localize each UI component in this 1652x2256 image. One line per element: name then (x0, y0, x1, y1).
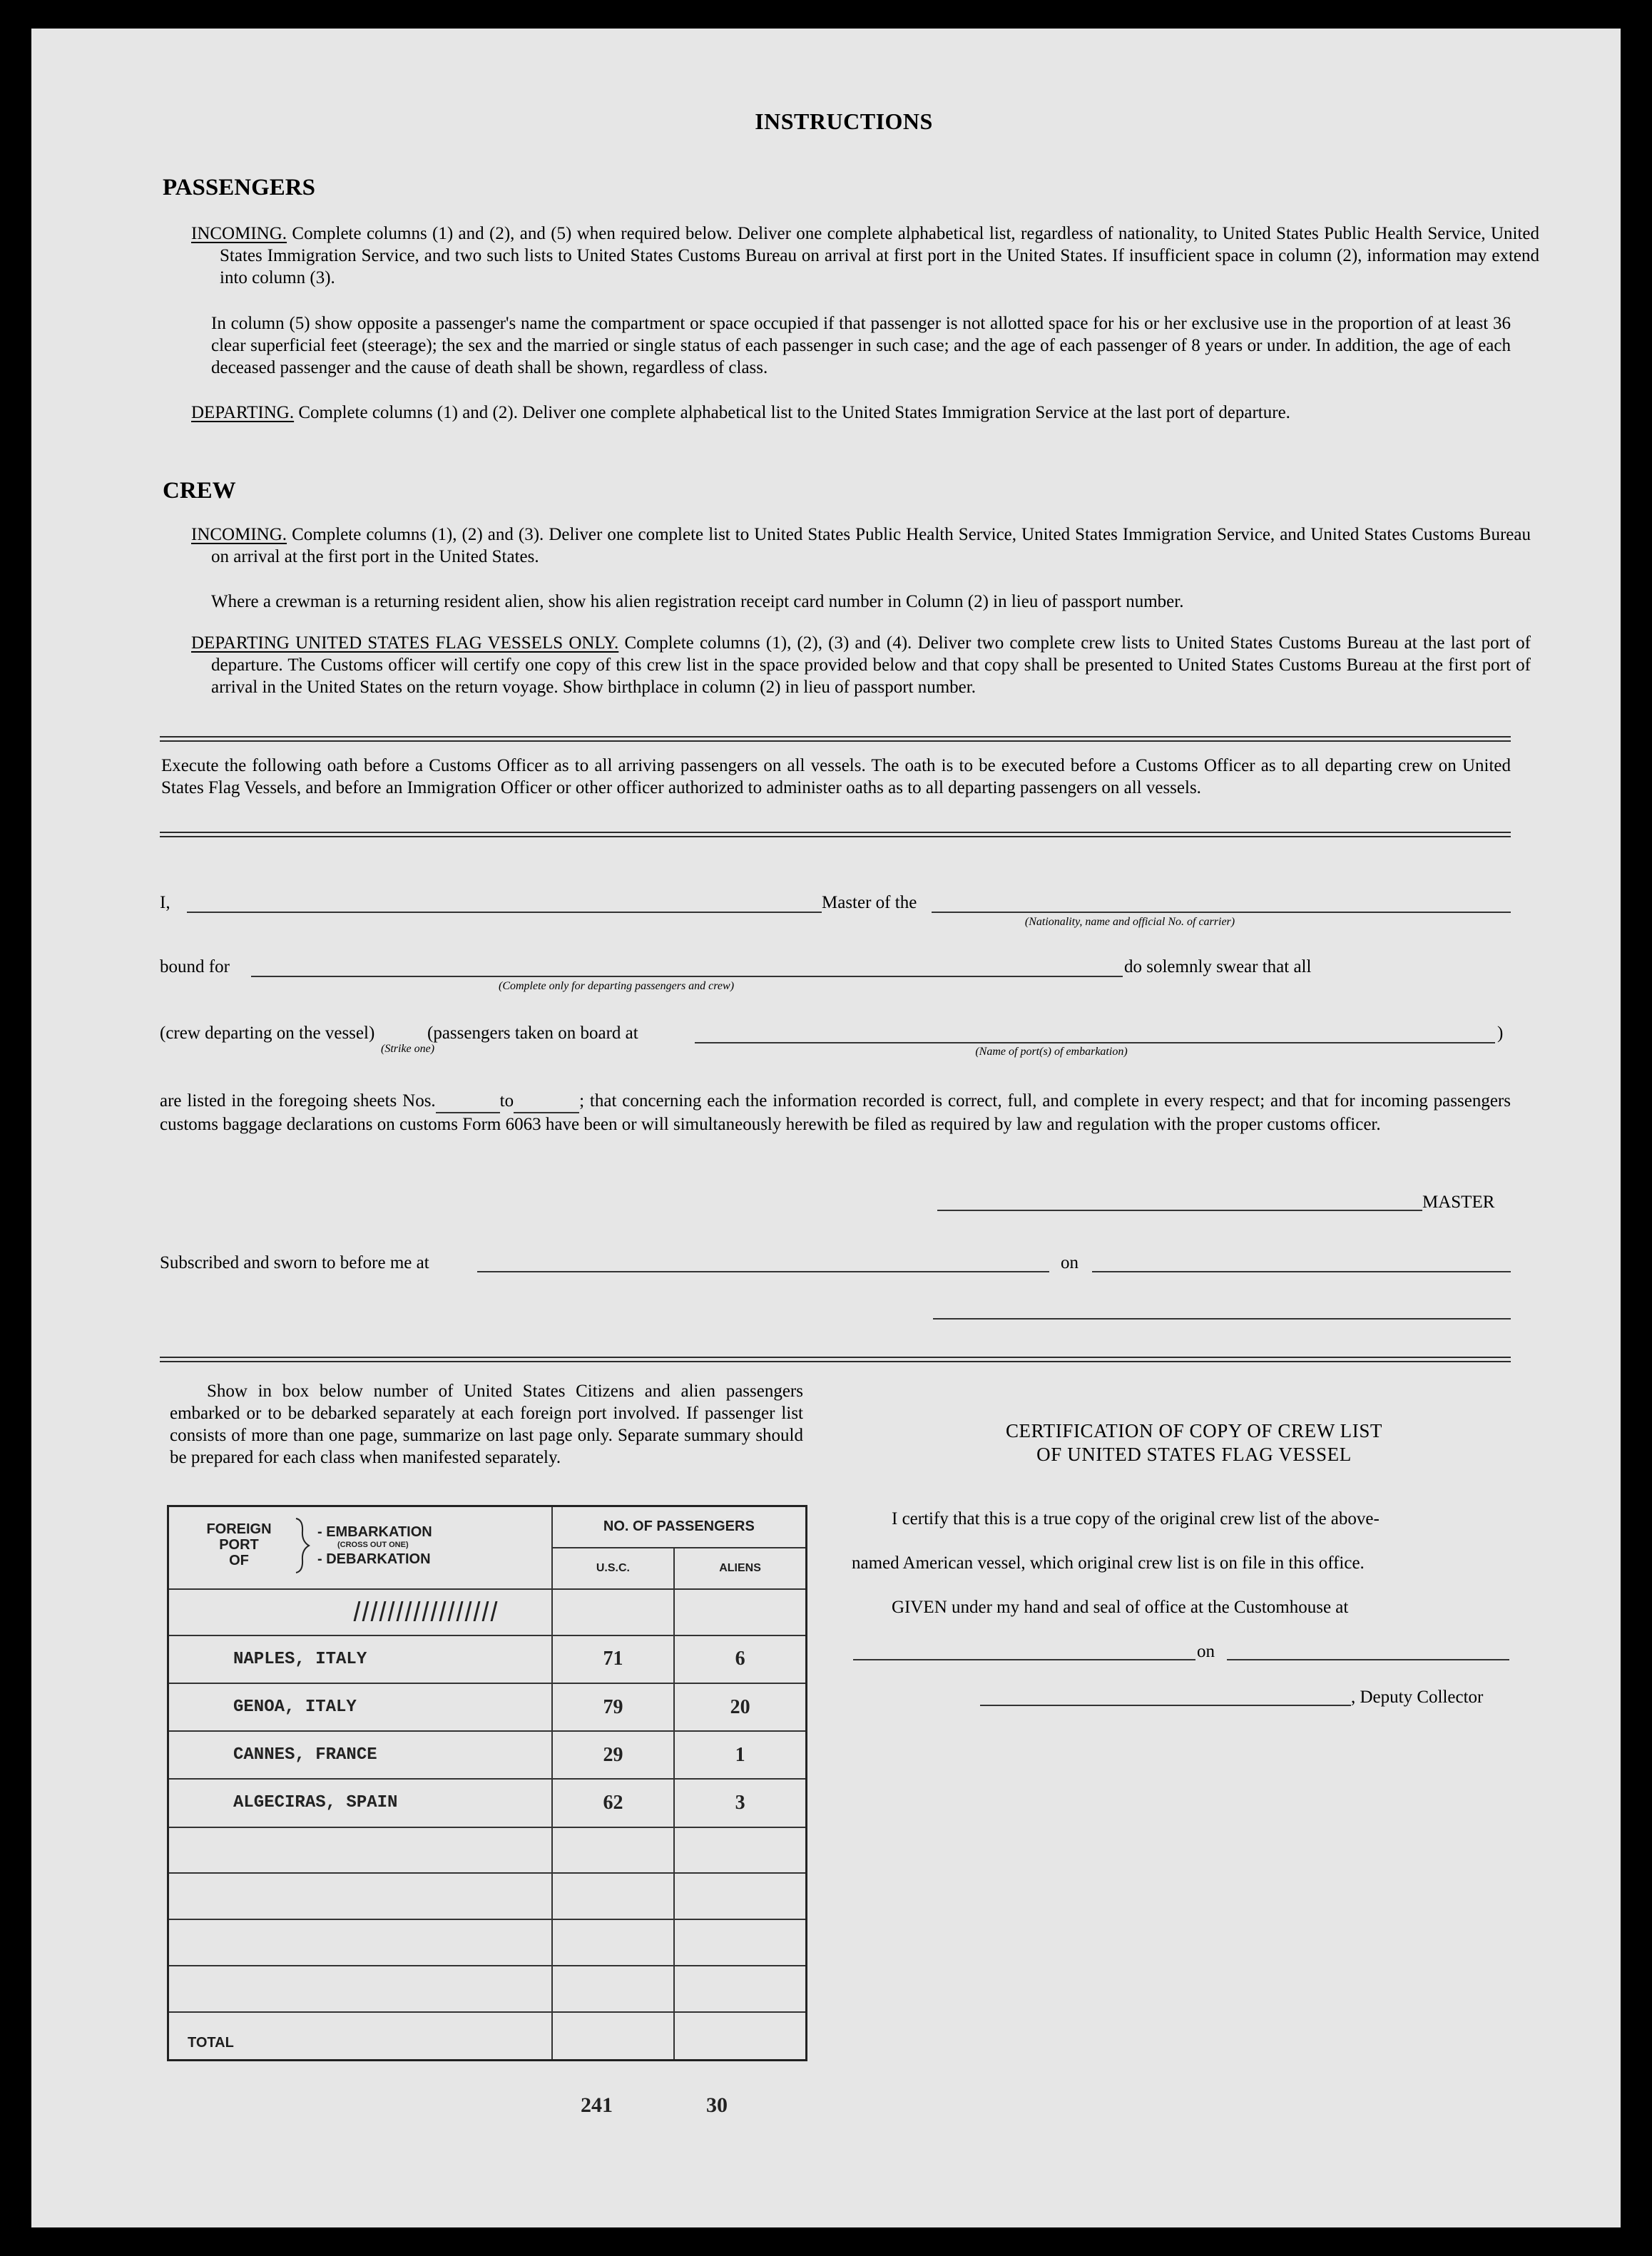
no-passengers-header: NO. OF PASSENGERS (552, 1506, 807, 1548)
complete-only-note: (Complete only for departing passengers and crew) (498, 980, 735, 992)
master-signature-field[interactable] (937, 1210, 1422, 1211)
usc-cell: 62 (552, 1779, 674, 1827)
empty-cell[interactable] (168, 1919, 552, 1966)
header-of: OF (229, 1553, 249, 1568)
empty-cell[interactable] (674, 1827, 806, 1874)
divider-rule (160, 1361, 1511, 1362)
usc-cell: 29 (552, 1731, 674, 1779)
sheets-paragraph (160, 1090, 1511, 1135)
divider-rule (160, 740, 1511, 742)
carrier-note: (Nationality, name and official No. of carrier) (1024, 916, 1235, 928)
passengers-incoming-text: Complete columns (1) and (2), and (5) when required below. Deliver one complete alphabetical list, regardless of nationality, to United States Public Health Service, United States Immigration Service, and two such lists to United States Customs Bureau on arrival at first port in the United States. If insufficient space in column (2), information may extend into column (3). (220, 224, 1539, 287)
port-header-cell (168, 1506, 552, 1589)
empty-cell (552, 1589, 674, 1635)
port-cell: NAPLES, ITALY (168, 1635, 552, 1683)
empty-cell[interactable] (168, 1873, 552, 1919)
table-row (168, 1731, 807, 1779)
table-row (168, 1779, 807, 1827)
port-cell: ALGECIRAS, SPAIN (168, 1779, 552, 1827)
brace-icon (293, 1517, 312, 1574)
crew-departing-text: Complete columns (1), (2), (3) and (4). Deliver two complete crew lists to United States Customs Bureau at the last port of departure. The Customs officer will certify one copy of this crew list in the space provided below and that copy shall be presented to United States Customs Bureau at the first port of arrival in the United States on the return voyage. Show birthplace in column (2) in lieu of passport number. (211, 633, 1531, 697)
empty-cell[interactable] (168, 1827, 552, 1874)
deputy-signature-field[interactable] (980, 1705, 1351, 1706)
officer-signature-field[interactable] (933, 1318, 1511, 1320)
passengers-departing-paragraph (191, 402, 1531, 424)
subscribed-label: Subscribed and sworn to before me at (160, 1253, 429, 1272)
crew-departing-option[interactable]: (crew departing on the vessel) (160, 1024, 375, 1043)
certification-title (873, 1419, 1515, 1466)
empty-cell[interactable] (552, 1966, 674, 2012)
master-of-the-label: Master of the (822, 893, 917, 912)
crew-heading: CREW (163, 478, 236, 504)
passengers-column5-paragraph: In column (5) show opposite a passenger's name the compartment or space occupied if that passenger is not allotted space for his or her exclusive use in the proportion of at least 36 clear superficial feet (steerage); the sex and the married or single status of each passenger in such case; and the age of each passenger of 8 years or under. In addition, the age of each deceased passenger and the cause of death shall be shown, regardless of class. (211, 314, 1511, 377)
deputy-collector-label: , Deputy Collector (1351, 1688, 1484, 1707)
usc-cell: 71 (552, 1635, 674, 1683)
certification-title-line1: CERTIFICATION OF COPY OF CREW LIST (1005, 1420, 1383, 1441)
sheet-from-field[interactable] (436, 1090, 500, 1113)
table-row (168, 1827, 807, 1874)
passenger-summary-table (167, 1505, 807, 2061)
sworn-on-label: on (1061, 1253, 1079, 1272)
empty-cell[interactable] (552, 1827, 674, 1874)
sheets-text-b: ; that concerning each the information recorded is correct, full, and complete in every respect; and that for incoming passengers customs baggage declarations on customs Form 6063 have been or will simultaneously herewith be filed as required by law and regulation with the proper customs officer. (160, 1091, 1511, 1134)
empty-cell[interactable] (674, 1919, 806, 1966)
certification-date-field[interactable] (1227, 1659, 1509, 1660)
usc-header: U.S.C. (552, 1548, 674, 1589)
form-page (31, 29, 1621, 2227)
crew-incoming-label: INCOMING. (191, 525, 287, 544)
port-cell: GENOA, ITALY (168, 1683, 552, 1731)
crew-incoming-text: Complete columns (1), (2) and (3). Deliver one complete list to United States Public Health Service, United States Immigration Service, and United States Customs Bureau on arrival at the first port in the United States. (211, 525, 1531, 566)
aliens-header: ALIENS (674, 1548, 806, 1589)
master-name-field[interactable] (187, 912, 822, 913)
divider-rule (160, 1357, 1511, 1358)
oath-i-label: I, (160, 893, 170, 912)
aliens-cell: 1 (674, 1731, 806, 1779)
page-title: INSTRUCTIONS (755, 108, 933, 134)
aliens-cell: 3 (674, 1779, 806, 1827)
page-number-left: 241 (581, 2093, 613, 2117)
sheets-to-label: to (499, 1091, 514, 1111)
aliens-cell: 20 (674, 1683, 806, 1731)
header-port: PORT (219, 1537, 259, 1553)
passengers-incoming-paragraph (191, 223, 1539, 289)
certify-line1: I certify that this is a true copy of the original crew list of the above- (892, 1509, 1380, 1528)
sheets-text-a: are listed in the foregoing sheets Nos. (160, 1091, 436, 1111)
header-cross-out: (CROSS OUT ONE) (337, 1541, 409, 1549)
bound-for-field[interactable] (251, 976, 1123, 977)
crossed-out-row-cell (168, 1589, 552, 1635)
empty-cell (674, 1589, 806, 1635)
oath-instruction: Execute the following oath before a Customs Officer as to all arriving passengers on all vessels. The oath is to be executed before a Customs Officer as to all departing crew on United States Flag Vessels, and before an Immigration Officer or other officer authorized to administer oaths as to all departing passengers on all vessels. (161, 756, 1511, 797)
total-row (168, 2012, 807, 2060)
empty-cell[interactable] (552, 1919, 674, 1966)
certification-title-line2: OF UNITED STATES FLAG VESSEL (1036, 1444, 1352, 1465)
passengers-taken-option[interactable]: (passengers taken on board at (427, 1024, 638, 1043)
certification-on-label: on (1197, 1642, 1215, 1661)
table-row (168, 1683, 807, 1731)
crew-returning-paragraph: Where a crewman is a returning resident alien, show his alien registration receipt card number in Column (2) in lieu of passport number. (211, 592, 1184, 611)
passengers-incoming-label: INCOMING. (191, 224, 287, 243)
passengers-heading: PASSENGERS (163, 175, 315, 200)
table-row (168, 1635, 807, 1683)
carrier-field[interactable] (932, 912, 1511, 913)
header-debarkation[interactable]: - DEBARKATION (317, 1551, 431, 1567)
embarkation-port-field[interactable] (695, 1042, 1495, 1043)
total-aliens-cell[interactable] (674, 2012, 806, 2060)
sworn-date-field[interactable] (1092, 1271, 1511, 1272)
close-paren: ) (1497, 1024, 1504, 1043)
passengers-departing-text: Complete columns (1) and (2). Deliver one complete alphabetical list to the United States Immigration Service at the last port of departure. (294, 403, 1290, 422)
crew-departing-paragraph (191, 632, 1531, 698)
table-row (168, 1966, 807, 2012)
table-row (168, 1873, 807, 1919)
total-label: TOTAL (168, 2012, 552, 2060)
total-usc-cell[interactable] (552, 2012, 674, 2060)
summary-instruction: Show in box below number of United States Citizens and alien passengers embarked or to be debarked separately at each foreign port involved. If passenger list consists of more than one page, summarize on last page only. Separate summary should be prepared for each class when manifested separately. (170, 1382, 803, 1467)
master-label: MASTER (1422, 1193, 1495, 1212)
empty-cell[interactable] (674, 1873, 806, 1919)
port-note: (Name of port(s) of embarkation) (975, 1046, 1128, 1058)
certify-line2: named American vessel, which original crew list is on file in this office. (852, 1553, 1365, 1573)
divider-rule (160, 736, 1511, 737)
divider-rule (160, 836, 1511, 837)
given-text: GIVEN under my hand and seal of office at the Customhouse at (892, 1598, 1349, 1617)
table-row (168, 1919, 807, 1966)
sheet-to-field[interactable] (514, 1090, 579, 1113)
page-number-right: 30 (706, 2093, 728, 2117)
swear-text: do solemnly swear that all (1124, 957, 1312, 976)
port-cell: CANNES, FRANCE (168, 1731, 552, 1779)
header-embarkation[interactable]: - EMBARKATION (317, 1524, 432, 1540)
divider-rule (160, 832, 1511, 833)
crew-departing-label: DEPARTING UNITED STATES FLAG VESSELS ONLY. (191, 633, 619, 653)
strike-one-note: (Strike one) (381, 1043, 435, 1055)
empty-cell[interactable] (674, 1966, 806, 2012)
usc-cell: 79 (552, 1683, 674, 1731)
empty-cell[interactable] (552, 1873, 674, 1919)
passengers-departing-label: DEPARTING. (191, 403, 295, 422)
aliens-cell: 6 (674, 1635, 806, 1683)
customhouse-field[interactable] (853, 1659, 1195, 1660)
header-foreign: FOREIGN (206, 1521, 272, 1537)
sworn-place-field[interactable] (477, 1271, 1049, 1272)
empty-cell[interactable] (168, 1966, 552, 2012)
crew-incoming-paragraph (191, 524, 1531, 568)
bound-for-label: bound for (160, 957, 230, 976)
